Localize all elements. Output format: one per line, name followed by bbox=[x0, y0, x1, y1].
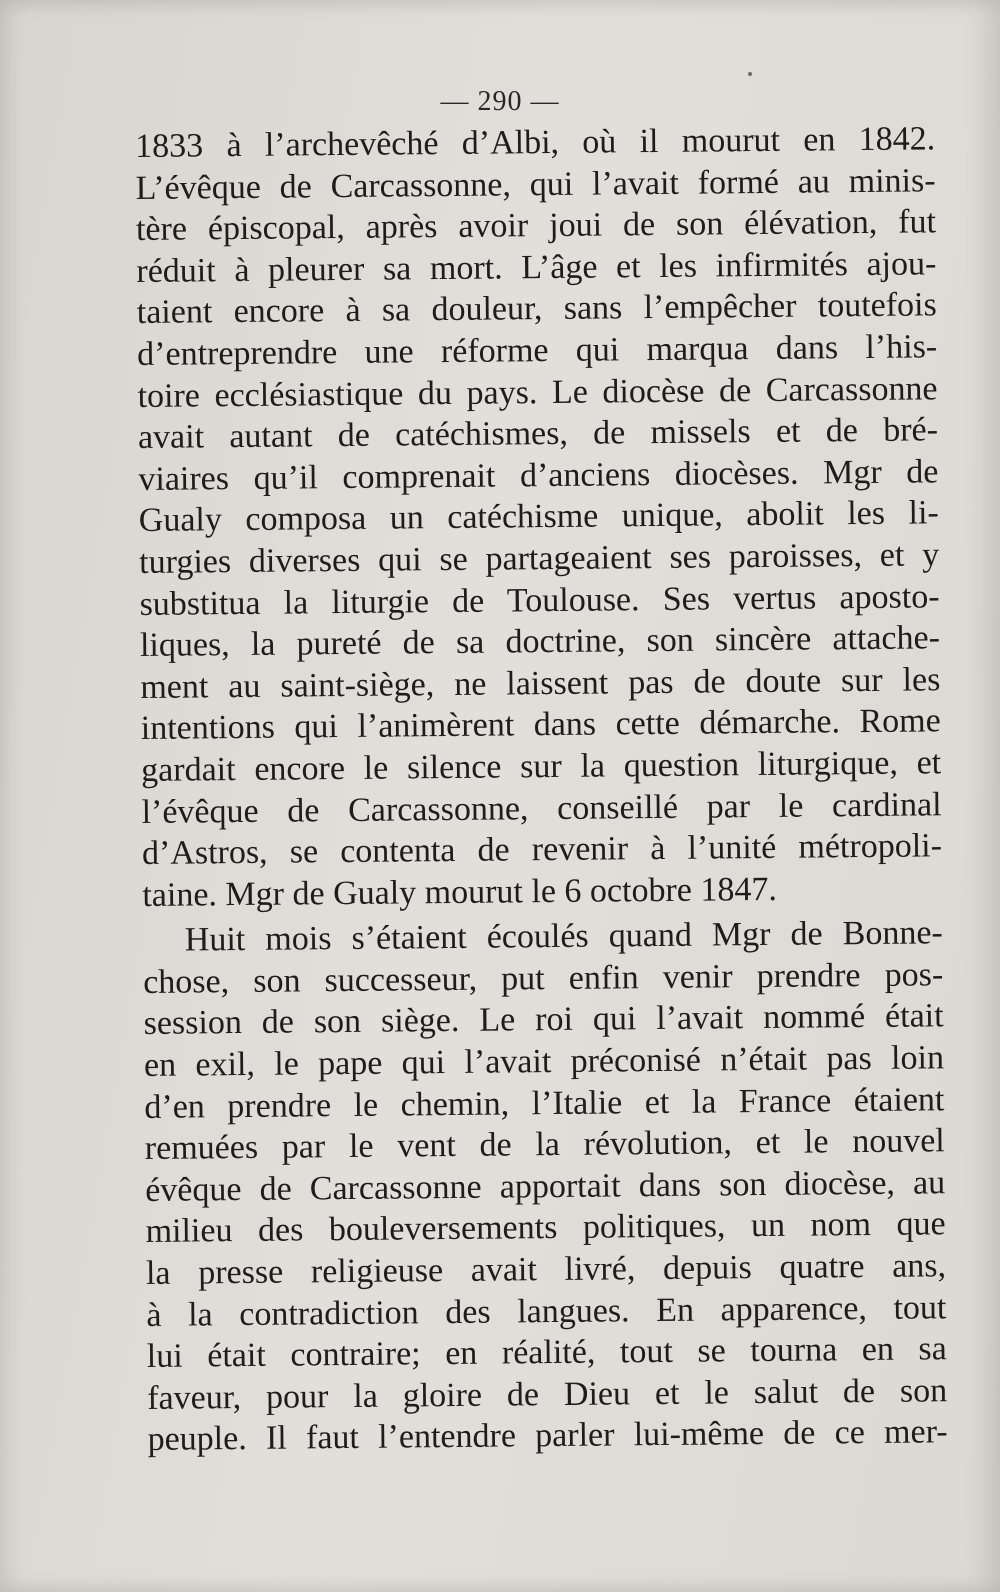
text-line: liques, la pureté de sa doctrine, son sincère attache- bbox=[139, 619, 941, 665]
text-line: tère épiscopal, après avoir joui de son élévation, fut bbox=[135, 203, 937, 249]
text-line: 1833 à l’archevêché d’Albi, où il mourut en 1842. bbox=[135, 120, 936, 165]
text-line: ment au saint-siège, ne laissent pas de doute sur les bbox=[140, 661, 941, 706]
body-text bbox=[135, 118, 948, 1461]
text-line: peuple. Il faut l’entendre parler lui-même de ce mer- bbox=[147, 1413, 948, 1459]
text-line: turgies diverses qui se partageaient ses paroisses, et y bbox=[139, 536, 940, 581]
text-line: à la contradiction des langues. En apparence, tout bbox=[146, 1288, 947, 1334]
text-line: d’entreprendre une réforme qui marqua dans l’his- bbox=[137, 328, 938, 373]
paragraph-1 bbox=[135, 118, 943, 916]
text-line: taient encore à sa douleur, sans l’empêcher toutefois bbox=[136, 286, 937, 332]
text-line: la presse religieuse avait livré, depuis quatre ans, bbox=[145, 1247, 947, 1292]
text-line: réduit à pleurer sa mort. L’âge et les infirmités ajou- bbox=[136, 245, 937, 290]
ink-speck bbox=[748, 72, 752, 76]
text-line: viaires qu’il comprenait d’anciens diocèses. Mgr de bbox=[138, 453, 939, 498]
text-line: milieu des bouleversements politiques, un nom que bbox=[145, 1205, 946, 1251]
text-line: Huit mois s’étaient écoulés quand Mgr de Bonne- bbox=[184, 914, 943, 959]
text-line: remuées par le vent de la révolution, et le nouvel bbox=[144, 1122, 945, 1168]
page-number: — 290 — bbox=[440, 86, 560, 117]
text-line: substitua la liturgie de Toulouse. Ses vertus aposto- bbox=[139, 577, 940, 623]
text-line: lui était contraire; en réalité, tout se tourna en sa bbox=[146, 1330, 947, 1376]
text-line: avait autant de catéchismes, de missels et de bré- bbox=[137, 411, 939, 457]
text-line: d’en prendre le chemin, l’Italie et la France étaient bbox=[144, 1080, 945, 1126]
text-line: session de son siège. Le roi qui l’avait nommé était bbox=[143, 997, 944, 1043]
text-line: toire ecclésiastique du pays. Le diocèse de Carcassonne bbox=[137, 369, 938, 415]
text-line: d’Astros, se contenta de revenir à l’unité métropoli- bbox=[141, 827, 943, 873]
paragraph-2 bbox=[143, 913, 948, 1461]
text-line: intentions qui l’animèrent dans cette démarche. Rome bbox=[140, 702, 941, 748]
text-line: l’évêque de Carcassonne, conseillé par le cardinal bbox=[141, 785, 942, 831]
text-line: gardait encore le silence sur la question liturgique, et bbox=[141, 744, 942, 789]
text-line: en exil, le pape qui l’avait préconisé n’était pas loin bbox=[143, 1039, 945, 1085]
text-line: chose, son successeur, put enfin venir prendre pos- bbox=[143, 956, 944, 1001]
text-line: Gualy composa un catéchisme unique, abolit les li- bbox=[138, 494, 939, 540]
text-line: évêque de Carcassonne apportait dans son diocèse, au bbox=[145, 1164, 946, 1209]
text-line: L’évêque de Carcassonne, qui l’avait formé au minis- bbox=[135, 161, 936, 207]
text-line: faveur, pour la gloire de Dieu et le salut de son bbox=[147, 1372, 948, 1417]
text-line: taine. Mgr de Gualy mourut le 6 octobre 1847. bbox=[142, 870, 778, 914]
